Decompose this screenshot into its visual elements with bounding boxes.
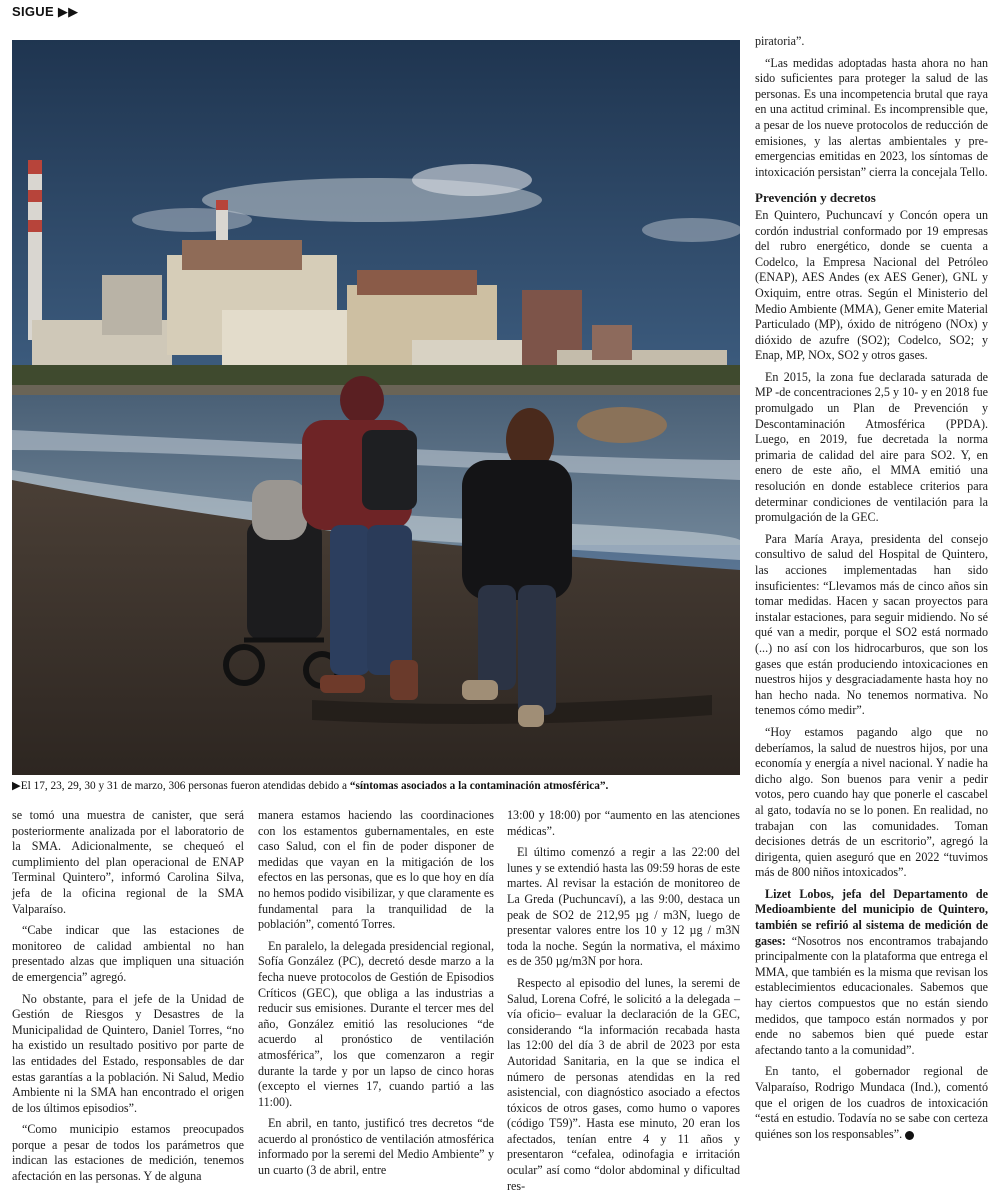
caption-arrow-icon: ▶	[12, 780, 21, 792]
article-column-3	[507, 808, 740, 1200]
paragraph: “Las medidas adoptadas hasta ahora no han sido suficientes para proteger la salud de las personas. Es una incompetencia brutal que raya en una actitud criminal. Es incomprensible que, a pesar de los nueve protocolos de reducción de emisiones, y las alertas ambientales y pre-emergencias emitidas en 2023, los síntomas de intoxicación persistan” cierra la concejala Tello.	[755, 55, 988, 179]
caption-text: El 17, 23, 29, 30 y 31 de marzo, 306 personas fueron atendidas debido a	[20, 780, 350, 792]
paragraph-text: “Nosotros nos encontramos trabajando principalmente con la plataforma que entrega el MMA, que también es la misma que revisan los establecimientos educacionales. Sabemos que hay ciertos compuestos que no están siendo medidos, que tampoco están normados y por ende no sabemos bien qué puede estar afectando tanto a la comunidad”.	[755, 933, 988, 1057]
paragraph: En abril, en tanto, justificó tres decretos “de acuerdo al pronóstico de ventilación atmosférica informado por la seremi del Medio Ambiente” y un cuarto (3 de abril, entre	[258, 1116, 494, 1178]
paragraph: “Como municipio estamos preocupados porque a pesar de todos los parámetros que indican las estaciones de medición, tenemos afectación en las personas. Y de alguna	[12, 1122, 244, 1184]
paragraph: Para María Araya, presidenta del consejo consultivo de salud del Hospital de Quintero, las acciones implementadas han sido insuficientes: “Llevamos más de cinco años sin tomar medidas. Hacen y sacan proyectos para instalar estaciones, para seguir midiendo. No sé qué van a medir, porque el SO2 está normado (...) no así con los hidrocarburos, que son los gases que están produciendo intoxicaciones en nuestros hijos y desgraciadamente hasta hoy no han hecho nada. No tenemos normativa. No tenemos cómo medir”.	[755, 531, 988, 718]
paragraph: piratoria”.	[755, 34, 805, 48]
paragraph: “Hoy estamos pagando algo que no deberíamos, la salud de nuestros hijos, por una economía y energía a nivel nacional. Y nadie ha dicho algo. Son buenos para venir a pedir votos, pero cuando hay que ponerle el cascabel al gato, todavía no se lo ponen. En realidad, no trabajan con las comunidades. Toman decisiones detrás de un escritorio”, agregó la dirigenta, quien aseguró que en 2022 “tuvimos más de 800 niños intoxicados”.	[755, 724, 988, 880]
article-column-1	[12, 808, 244, 1191]
photo-caption	[12, 778, 748, 794]
bold-lead-in: Lizet Lobos, jefa del Departamento de Medioambiente del municipio de Quintero, también se refirió al sistema de medición de gases:	[755, 886, 988, 948]
section-subhead: Prevención y decretos	[755, 190, 876, 206]
paragraph: “Cabe indicar que las estaciones de monitoreo de calidad ambiental no han presentado alzas que impliquen una situación de emergencia” agregó.	[12, 923, 244, 984]
end-mark-icon	[905, 1131, 914, 1140]
paragraph	[755, 887, 988, 1059]
paragraph: manera estamos haciendo las coordinaciones con los estamentos gubernamentales, en este caso Salud, con el fin de poder disponer de medidas que vayan en la mitigación de los efectos en las personas, que es lo que hoy en día no hemos podido visibilizar, y que claramente es fundamental para la tranquilidad de la población”, comentó Torres.	[258, 808, 494, 932]
paragraph: En 2015, la zona fue declarada saturada de MP -de concentraciones 2,5 y 10- y en 2018 fue promulgado un Plan de Prevención y Descontaminación Atmosférica (PPDA). Luego, en 2019, fue decretada la norma primaria de calidad del aire para SO2. Y, en enero de este año, el MMA emitió una resolución en donde establece criterios para determinar condiciones de ventilación para la promulgación de la GEC.	[755, 369, 988, 525]
paragraph: En Quintero, Puchuncaví y Concón opera un cordón industrial conformado por 19 empresas del rubro energético, donde se cuenta a Codelco, la Empresa Nacional del Petróleo (ENAP), AES Andes (ex AES Gener), GNL y Oxiquim, entre otras. Según el Ministerio del Medio Ambiente (MMA), Gener emite Material Particulado (MP), óxido de nitrógeno (NOx) y dióxido de azufre (SO2); Codelco, SO2; y Enap, MP, NOx, SO2 y otros gases.	[755, 207, 988, 363]
paragraph: El último comenzó a regir a las 22:00 del lunes y se extendió hasta las 09:59 horas de este martes. Al revisar la estación de monitoreo de La Greda (Puchuncaví), a las 9:00, destaca un peak de SO2 de 212,95 µg / m3N, luego de presentar valores entre los 10 y 12 µg / m3N toda la noche. Según la normativa, el máximo es de 350 µg/m3N por hora.	[507, 845, 740, 969]
beach-industry-photo	[12, 40, 740, 775]
paragraph: 13:00 y 18:00) por “aumento en las atenciones médicas”.	[507, 808, 740, 838]
paragraph: Respecto al episodio del lunes, la seremi de Salud, Lorena Cofré, le solicitó a la delegada –vía oficio– evaluar la declaración de la GEC, considerando “la información recabada hasta las 12:00 del día 3 de abril de 2023 por esta Autoridad Sanitaria, en la que se indica el número de personas atendidas en la red asistencial, con diagnóstico asociado a efectos tóxicos de otros gases, como humo o vapores (código T59)”. Hasta ese minuto, 20 eran los afectados, tenían entre 4 y 11 años y presentaron “cefalea, odinofagia e irritación ocular” así como “dolor abdominal y dificultad res-	[507, 975, 740, 1193]
paragraph: No obstante, para el jefe de la Unidad de Gestión de Riesgos y Desastres de la Municipalidad de Quintero, Daniel Torres, “no ha existido un resultado positivo por parte de las entidades del Estado, responsables de dar estas garantías a la población. Ni Salud, Medio Ambiente ni la SMA han encontrado el origen de los últimos episodios”.	[12, 991, 244, 1115]
section-continues-label: SIGUE ▶▶	[12, 4, 79, 19]
paragraph: se tomó una muestra de canister, que será posteriormente analizada por el laboratorio de la SMA. Adicionalmente, se chequeó el cumplimiento del plan operacional de ENAP Terminal Quintero”, informó Carolina Silva, jefa de la oficina regional de la SMA Valparaíso.	[12, 808, 244, 916]
article-column-4	[755, 34, 988, 1148]
paragraph	[755, 1064, 988, 1142]
paragraph-text: En tanto, el gobernador regional de Valparaíso, Rodrigo Mundaca (Ind.), comentó que el origen de los cuadros de intoxicación “está en estudio. Todavía no se sabe con certeza quiénes son los responsables”.	[755, 1064, 988, 1141]
paragraph: En paralelo, la delegada presidencial regional, Sofía González (PC), decretó desde marzo a la fecha nueve protocolos de Gestión de Episodios Críticos (GEC), que obliga a las industrias a reducir sus emisiones. Durante el tercer mes del año, González emitió las resoluciones “de acuerdo al pronóstico de ventilación atmosférica”, los que comenzaron a regir durante la tarde y por un lapso de cinco horas (excepto el viernes 17, cuando partió a las 11:00).	[258, 938, 494, 1109]
news-photo	[12, 40, 740, 775]
caption-quote: “síntomas asociados a la contaminación atmosférica”.	[349, 780, 609, 792]
article-column-2	[258, 808, 494, 1185]
